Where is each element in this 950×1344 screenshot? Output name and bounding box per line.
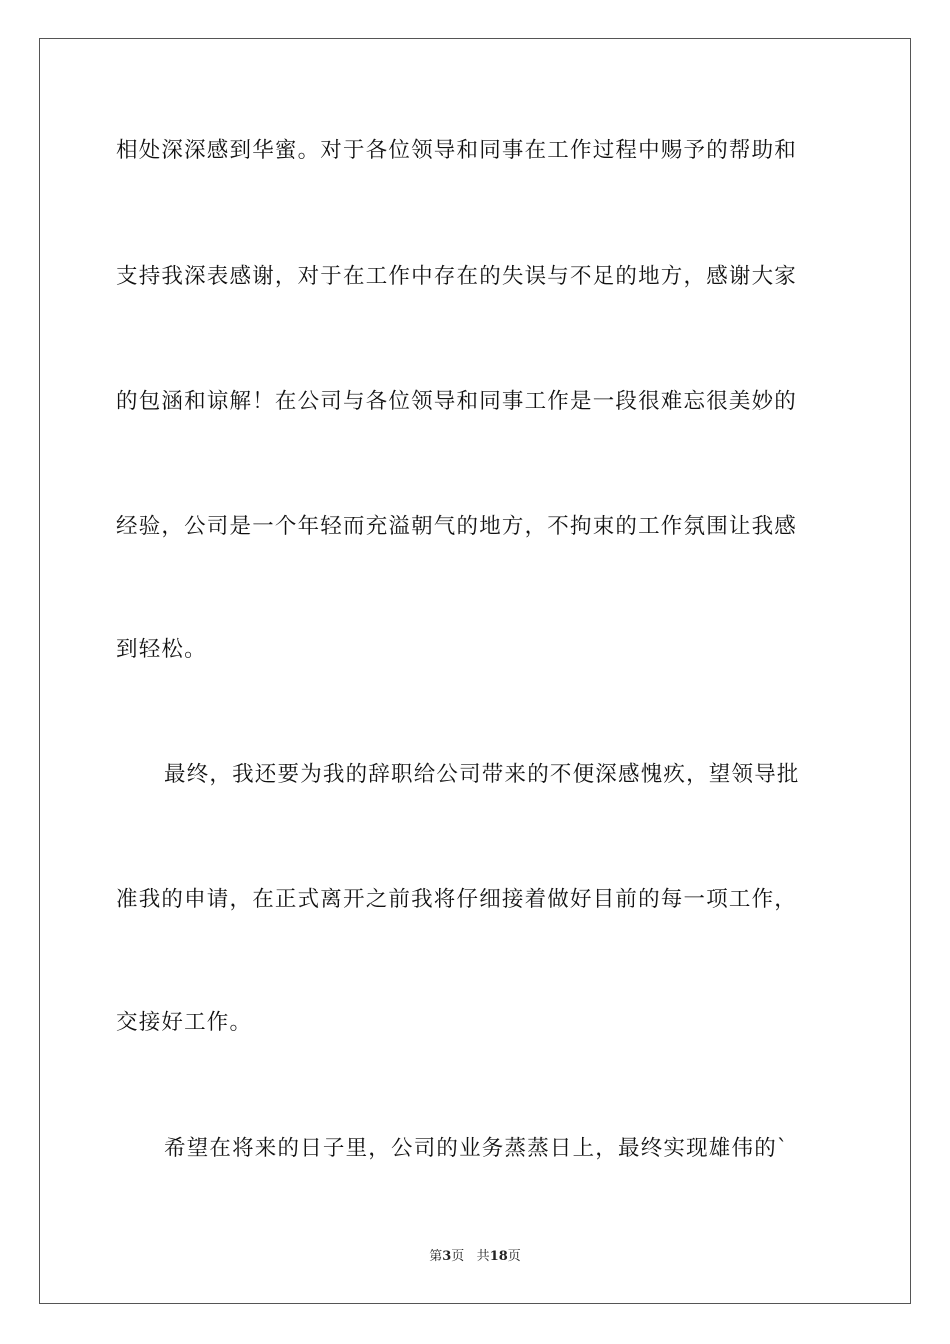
page-prefix: 第 (429, 1249, 443, 1264)
paragraph-2-line-2: 准我的申请，在正式离开之前我将仔细接着做好目前的每一项工作， (116, 887, 798, 912)
page-footer (0, 1248, 950, 1266)
paragraph-2-line-1: 最终，我还要为我的辞职给公司带来的不便深感愧疚，望领导批 (164, 762, 800, 787)
body-line-2: 支持我深表感谢，对于在工作中存在的失误与不足的地方，感谢大家 (116, 264, 798, 289)
body-line-3: 的包涵和谅解！在公司与各位领导和同事工作是一段很难忘很美妙的 (116, 389, 798, 414)
body-line-1: 相处深深感到华蜜。对于各位领导和同事在工作过程中赐予的帮助和 (116, 138, 798, 163)
paragraph-2-line-3: 交接好工作。 (116, 1010, 253, 1035)
page-border (39, 38, 911, 1304)
page-suffix: 页 (451, 1249, 465, 1264)
total-pages: 18 (489, 1249, 508, 1264)
total-suffix: 页 (507, 1249, 521, 1264)
body-line-5: 到轻松。 (116, 637, 207, 662)
paragraph-3-line-1: 希望在将来的日子里，公司的业务蒸蒸日上，最终实现雄伟的` (164, 1136, 789, 1161)
page-number: 3 (442, 1249, 452, 1264)
total-prefix: 共 (476, 1249, 490, 1264)
body-line-4: 经验，公司是一个年轻而充溢朝气的地方，不拘束的工作氛围让我感 (116, 514, 798, 539)
